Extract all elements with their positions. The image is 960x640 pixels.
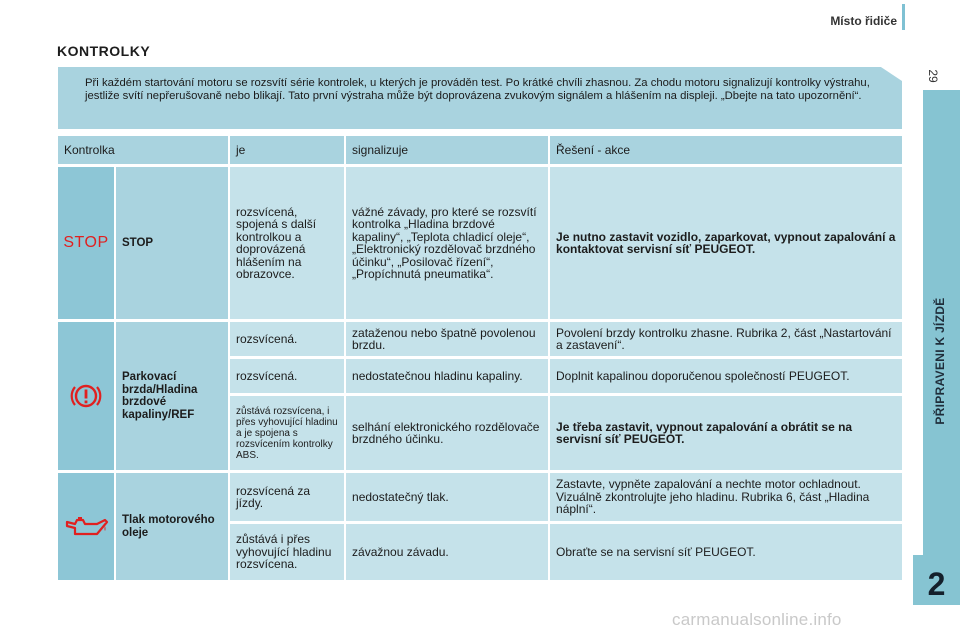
- oil-action-1: Zastavte, vypněte zapalování a nechte motor ochladnout. Vizuálně zkontrolujte jeho hladinu. Rubrika 6, část „Hladina náplní“.: [550, 473, 902, 521]
- parking-action-2: Doplnit kapalinou doporučenou společností PEUGEOT.: [550, 359, 902, 393]
- parking-signals-3: selhání elektronického rozdělovače brzdného účinku.: [346, 396, 550, 470]
- stop-action: Je nutno zastavit vozidlo, zaparkovat, vypnout zapalování a kontaktovat servisní síť PEUGEOT.: [550, 167, 902, 319]
- oil-action-2: Obraťte se na servisní síť PEUGEOT.: [550, 524, 902, 580]
- page-header-title: Místo řidiče: [830, 14, 897, 28]
- oil-signals-1: nedostatečný tlak.: [346, 473, 550, 521]
- oil-state-1: rozsvícená za jízdy.: [230, 473, 346, 521]
- parking-action-1: Povolení brzdy kontrolku zhasne. Rubrika 2, část „Nastartování a zastavení“.: [550, 322, 902, 356]
- watermark: carmanualsonline.info: [672, 610, 842, 629]
- stop-icon-cell: [58, 167, 116, 319]
- parking-state-2: rozsvícená.: [230, 359, 346, 393]
- page-number: 29: [926, 69, 940, 83]
- parking-signals-2: nedostatečnou hladinu kapaliny.: [346, 359, 550, 393]
- parking-state-3: zůstává rozsvícena, i přes vyhovující hladinu a je spojena s rozsvícením kontrolky ABS.: [230, 396, 346, 470]
- table-header-row: [58, 136, 902, 164]
- oil-signals-2: závažnou závadu.: [346, 524, 550, 580]
- header-je: je: [230, 136, 346, 164]
- stop-signals: vážné závady, pro které se rozsvítí kontrolka „Hladina brzdové kapaliny“, „Teplota chladicí oleje“, „Elektronický rozdělovač brzdného účinku“, „Posilovač řízení“, „Propíchnutá pneumatika“.: [346, 167, 550, 319]
- parking-icon-cell: [58, 322, 116, 470]
- brake-warning-icon: [69, 379, 103, 413]
- oil-name: Tlak motorového oleje: [116, 473, 230, 580]
- parking-action-3: Je třeba zastavit, vypnout zapalování a obrátit se na servisní síť PEUGEOT.: [550, 396, 902, 470]
- table-row-oil-1: [58, 473, 902, 521]
- stop-warning-icon: STOP: [63, 233, 109, 251]
- warning-lights-table: [58, 133, 902, 583]
- section-title: KONTROLKY: [57, 43, 151, 59]
- header-reseni: Řešení - akce: [550, 136, 902, 164]
- header-signalizuje: signalizuje: [346, 136, 550, 164]
- header-accent-bar: [902, 4, 905, 30]
- chapter-side-tab-gap: [913, 90, 923, 555]
- header-kontrolka: Kontrolka: [58, 136, 230, 164]
- chapter-label: PŘIPRAVENI K JÍZDĚ: [933, 297, 947, 425]
- parking-signals-1: zataženou nebo špatně povolenou brzdu.: [346, 322, 550, 356]
- oil-state-2: zůstává i přes vyhovující hladinu rozsvícena.: [230, 524, 346, 580]
- parking-state-1: rozsvícená.: [230, 322, 346, 356]
- intro-text: Při každém startování motoru se rozsvítí série kontrolek, u kterých je prováděn test. Po krátké chvíli zhasnou. Za chodu motoru signalizují kontrolky výstrahu, jestliže svítí nepřerušovaně nebo blikají. Tato první výstraha může být doprovázena zvukovým signálem a hlášením na displeji. „Dbejte na tato upozornění“.: [85, 77, 870, 102]
- table-row-stop: [58, 167, 902, 319]
- chapter-number: 2: [927, 566, 946, 602]
- stop-name: STOP: [116, 167, 230, 319]
- parking-name: Parkovací brzda/Hladina brzdové kapaliny/REF: [116, 322, 230, 470]
- oil-can-icon: [63, 514, 109, 540]
- stop-state: rozsvícená, spojená s další kontrolkou a doprovázená hlášením na obrazovce.: [230, 167, 346, 319]
- oil-icon-cell: [58, 473, 116, 580]
- table-row-parking-1: [58, 322, 902, 356]
